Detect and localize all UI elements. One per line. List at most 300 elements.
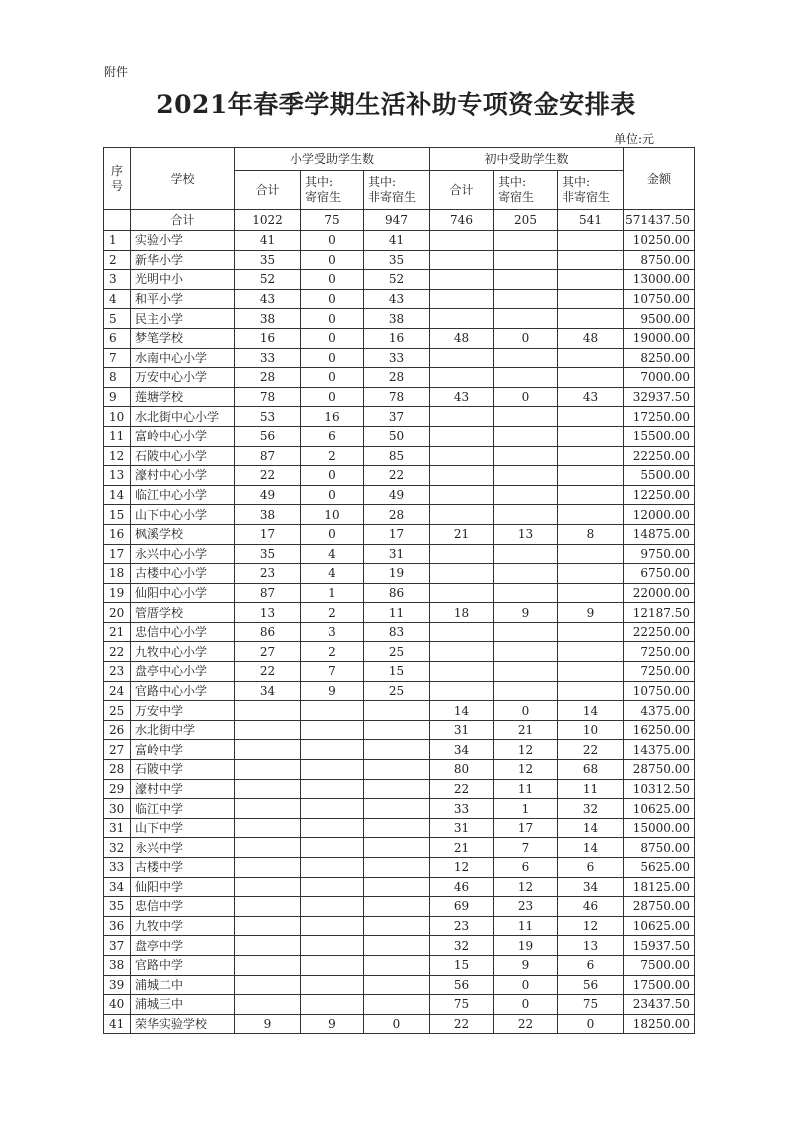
row-junior-total: 56 bbox=[430, 975, 494, 995]
row-junior-nonboarding bbox=[558, 485, 624, 505]
row-junior-boarding bbox=[494, 368, 558, 388]
row-primary-nonboarding: 25 bbox=[364, 681, 430, 701]
table-row bbox=[104, 701, 695, 721]
row-junior-nonboarding: 14 bbox=[558, 701, 624, 721]
row-junior-total bbox=[430, 426, 494, 446]
table-row bbox=[104, 838, 695, 858]
row-index: 41 bbox=[104, 1014, 131, 1034]
page-title: 2021年春季学期生活补助专项资金安排表 bbox=[156, 90, 636, 119]
row-index: 9 bbox=[104, 387, 131, 407]
row-primary-boarding: 0 bbox=[301, 250, 364, 270]
row-amount: 15000.00 bbox=[624, 818, 695, 838]
row-primary-boarding: 3 bbox=[301, 622, 364, 642]
table-row bbox=[104, 642, 695, 662]
row-index: 13 bbox=[104, 466, 131, 486]
row-primary-nonboarding bbox=[364, 916, 430, 936]
row-index: 1 bbox=[104, 231, 131, 251]
row-index: 17 bbox=[104, 544, 131, 564]
row-primary-total: 17 bbox=[235, 524, 301, 544]
row-school: 石陂中学 bbox=[131, 760, 235, 780]
summary-primary-boarding: 75 bbox=[301, 210, 364, 231]
row-junior-nonboarding bbox=[558, 309, 624, 329]
row-junior-total: 12 bbox=[430, 858, 494, 878]
table-row bbox=[104, 681, 695, 701]
row-junior-total: 23 bbox=[430, 916, 494, 936]
row-primary-nonboarding: 41 bbox=[364, 231, 430, 251]
table-row bbox=[104, 485, 695, 505]
row-primary-nonboarding bbox=[364, 740, 430, 760]
row-amount: 15937.50 bbox=[624, 936, 695, 956]
row-index: 18 bbox=[104, 564, 131, 584]
row-primary-nonboarding: 19 bbox=[364, 564, 430, 584]
row-junior-total bbox=[430, 662, 494, 682]
row-primary-total: 38 bbox=[235, 505, 301, 525]
row-school: 水北街中心小学 bbox=[131, 407, 235, 427]
row-school: 石陂中心小学 bbox=[131, 446, 235, 466]
row-primary-boarding bbox=[301, 897, 364, 917]
summary-junior-nonboarding: 541 bbox=[558, 210, 624, 231]
row-primary-total: 52 bbox=[235, 270, 301, 290]
row-primary-nonboarding: 35 bbox=[364, 250, 430, 270]
row-junior-total: 33 bbox=[430, 799, 494, 819]
row-primary-nonboarding: 49 bbox=[364, 485, 430, 505]
row-primary-nonboarding: 17 bbox=[364, 524, 430, 544]
row-primary-total: 9 bbox=[235, 1014, 301, 1034]
row-index: 23 bbox=[104, 662, 131, 682]
row-school: 光明中小 bbox=[131, 270, 235, 290]
row-junior-total: 18 bbox=[430, 603, 494, 623]
row-junior-nonboarding: 11 bbox=[558, 779, 624, 799]
row-primary-nonboarding: 50 bbox=[364, 426, 430, 446]
row-junior-total bbox=[430, 622, 494, 642]
row-junior-total: 48 bbox=[430, 328, 494, 348]
row-primary-total: 41 bbox=[235, 231, 301, 251]
row-junior-boarding bbox=[494, 485, 558, 505]
row-primary-total: 87 bbox=[235, 583, 301, 603]
row-school: 荣华实验学校 bbox=[131, 1014, 235, 1034]
header-junior-boarding: 其中: 寄宿生 bbox=[494, 171, 558, 210]
row-index: 36 bbox=[104, 916, 131, 936]
row-primary-nonboarding bbox=[364, 897, 430, 917]
row-junior-boarding: 1 bbox=[494, 799, 558, 819]
row-junior-nonboarding: 8 bbox=[558, 524, 624, 544]
row-junior-total bbox=[430, 505, 494, 525]
row-junior-boarding bbox=[494, 583, 558, 603]
row-school: 山下中心小学 bbox=[131, 505, 235, 525]
row-school: 临江中学 bbox=[131, 799, 235, 819]
row-junior-boarding: 11 bbox=[494, 916, 558, 936]
row-primary-boarding: 9 bbox=[301, 681, 364, 701]
row-amount: 10312.50 bbox=[624, 779, 695, 799]
table-row bbox=[104, 250, 695, 270]
row-primary-total bbox=[235, 916, 301, 936]
row-junior-total: 15 bbox=[430, 955, 494, 975]
row-junior-boarding: 0 bbox=[494, 328, 558, 348]
row-primary-total bbox=[235, 701, 301, 721]
row-junior-boarding: 7 bbox=[494, 838, 558, 858]
row-index: 5 bbox=[104, 309, 131, 329]
row-junior-boarding: 12 bbox=[494, 740, 558, 760]
table-row bbox=[104, 387, 695, 407]
row-junior-total bbox=[430, 289, 494, 309]
row-primary-boarding: 16 bbox=[301, 407, 364, 427]
table-row bbox=[104, 916, 695, 936]
row-junior-boarding: 0 bbox=[494, 975, 558, 995]
row-index: 37 bbox=[104, 936, 131, 956]
row-index: 32 bbox=[104, 838, 131, 858]
summary-label: 合计 bbox=[131, 210, 235, 231]
row-junior-total: 69 bbox=[430, 897, 494, 917]
row-primary-boarding bbox=[301, 760, 364, 780]
table-row bbox=[104, 368, 695, 388]
table-row bbox=[104, 858, 695, 878]
row-primary-boarding: 0 bbox=[301, 309, 364, 329]
row-amount: 7250.00 bbox=[624, 642, 695, 662]
row-junior-total bbox=[430, 231, 494, 251]
row-primary-nonboarding bbox=[364, 877, 430, 897]
row-junior-boarding: 9 bbox=[494, 955, 558, 975]
row-index: 27 bbox=[104, 740, 131, 760]
row-amount: 17500.00 bbox=[624, 975, 695, 995]
row-junior-nonboarding: 14 bbox=[558, 838, 624, 858]
row-primary-boarding: 10 bbox=[301, 505, 364, 525]
row-junior-nonboarding: 14 bbox=[558, 818, 624, 838]
row-junior-total: 80 bbox=[430, 760, 494, 780]
row-amount: 10250.00 bbox=[624, 231, 695, 251]
table-row bbox=[104, 995, 695, 1015]
row-index: 29 bbox=[104, 779, 131, 799]
row-junior-nonboarding bbox=[558, 564, 624, 584]
row-amount: 28750.00 bbox=[624, 760, 695, 780]
row-junior-nonboarding bbox=[558, 681, 624, 701]
table-row bbox=[104, 662, 695, 682]
row-junior-total: 31 bbox=[430, 818, 494, 838]
row-primary-boarding: 7 bbox=[301, 662, 364, 682]
row-junior-nonboarding bbox=[558, 622, 624, 642]
row-junior-boarding: 0 bbox=[494, 701, 558, 721]
row-primary-boarding: 1 bbox=[301, 583, 364, 603]
row-primary-boarding: 0 bbox=[301, 348, 364, 368]
row-primary-boarding bbox=[301, 955, 364, 975]
row-school: 忠信中学 bbox=[131, 897, 235, 917]
row-primary-boarding bbox=[301, 877, 364, 897]
row-index: 7 bbox=[104, 348, 131, 368]
row-school: 富岭中学 bbox=[131, 740, 235, 760]
row-primary-boarding: 0 bbox=[301, 368, 364, 388]
row-school: 万安中学 bbox=[131, 701, 235, 721]
row-school: 官路中学 bbox=[131, 955, 235, 975]
table-row bbox=[104, 1014, 695, 1034]
row-primary-boarding bbox=[301, 916, 364, 936]
row-primary-total: 87 bbox=[235, 446, 301, 466]
row-amount: 13000.00 bbox=[624, 270, 695, 290]
row-amount: 14875.00 bbox=[624, 524, 695, 544]
table-row bbox=[104, 446, 695, 466]
row-school: 山下中学 bbox=[131, 818, 235, 838]
row-primary-nonboarding: 31 bbox=[364, 544, 430, 564]
row-primary-nonboarding: 52 bbox=[364, 270, 430, 290]
row-junior-boarding: 0 bbox=[494, 995, 558, 1015]
row-index: 8 bbox=[104, 368, 131, 388]
row-school: 水北街中学 bbox=[131, 720, 235, 740]
row-junior-total: 22 bbox=[430, 1014, 494, 1034]
header-primary-total: 合计 bbox=[235, 171, 301, 210]
row-index: 38 bbox=[104, 955, 131, 975]
table-row bbox=[104, 603, 695, 623]
row-primary-total bbox=[235, 897, 301, 917]
row-amount: 4375.00 bbox=[624, 701, 695, 721]
row-index: 3 bbox=[104, 270, 131, 290]
row-amount: 6750.00 bbox=[624, 564, 695, 584]
row-index: 40 bbox=[104, 995, 131, 1015]
row-junior-boarding: 13 bbox=[494, 524, 558, 544]
row-junior-nonboarding: 0 bbox=[558, 1014, 624, 1034]
row-school: 忠信中心小学 bbox=[131, 622, 235, 642]
row-junior-nonboarding: 68 bbox=[558, 760, 624, 780]
row-primary-total: 43 bbox=[235, 289, 301, 309]
row-junior-nonboarding bbox=[558, 368, 624, 388]
row-primary-nonboarding: 28 bbox=[364, 368, 430, 388]
row-junior-nonboarding: 48 bbox=[558, 328, 624, 348]
row-primary-nonboarding bbox=[364, 936, 430, 956]
row-primary-boarding bbox=[301, 720, 364, 740]
row-junior-boarding: 12 bbox=[494, 877, 558, 897]
row-primary-nonboarding bbox=[364, 760, 430, 780]
row-amount: 7000.00 bbox=[624, 368, 695, 388]
row-junior-boarding bbox=[494, 466, 558, 486]
row-primary-boarding bbox=[301, 779, 364, 799]
table-row bbox=[104, 818, 695, 838]
table-row bbox=[104, 720, 695, 740]
row-junior-nonboarding: 56 bbox=[558, 975, 624, 995]
table-row bbox=[104, 779, 695, 799]
row-primary-nonboarding bbox=[364, 955, 430, 975]
row-school: 永兴中学 bbox=[131, 838, 235, 858]
row-school: 枫溪学校 bbox=[131, 524, 235, 544]
row-primary-total: 34 bbox=[235, 681, 301, 701]
row-amount: 9500.00 bbox=[624, 309, 695, 329]
row-primary-boarding: 0 bbox=[301, 485, 364, 505]
row-junior-total bbox=[430, 446, 494, 466]
row-junior-total bbox=[430, 270, 494, 290]
row-index: 19 bbox=[104, 583, 131, 603]
row-index: 33 bbox=[104, 858, 131, 878]
row-junior-boarding: 12 bbox=[494, 760, 558, 780]
row-index: 31 bbox=[104, 818, 131, 838]
row-school: 浦城二中 bbox=[131, 975, 235, 995]
table-row bbox=[104, 505, 695, 525]
row-primary-total: 23 bbox=[235, 564, 301, 584]
row-junior-nonboarding: 46 bbox=[558, 897, 624, 917]
row-index: 26 bbox=[104, 720, 131, 740]
row-junior-total bbox=[430, 466, 494, 486]
row-amount: 22250.00 bbox=[624, 446, 695, 466]
attachment-label: 附件 bbox=[104, 65, 129, 79]
row-junior-nonboarding bbox=[558, 505, 624, 525]
table-row bbox=[104, 760, 695, 780]
row-school: 和平小学 bbox=[131, 289, 235, 309]
row-school: 莲塘学校 bbox=[131, 387, 235, 407]
row-junior-boarding: 23 bbox=[494, 897, 558, 917]
row-amount: 12000.00 bbox=[624, 505, 695, 525]
table-row bbox=[104, 348, 695, 368]
row-junior-nonboarding bbox=[558, 231, 624, 251]
row-school: 临江中心小学 bbox=[131, 485, 235, 505]
header-amount: 金额 bbox=[624, 148, 695, 210]
row-junior-boarding bbox=[494, 270, 558, 290]
row-junior-total bbox=[430, 348, 494, 368]
row-amount: 10625.00 bbox=[624, 916, 695, 936]
row-junior-nonboarding: 6 bbox=[558, 955, 624, 975]
row-amount: 8750.00 bbox=[624, 250, 695, 270]
header-index: 序 号 bbox=[104, 148, 131, 210]
row-junior-nonboarding bbox=[558, 426, 624, 446]
row-primary-nonboarding: 25 bbox=[364, 642, 430, 662]
row-amount: 16250.00 bbox=[624, 720, 695, 740]
row-primary-boarding bbox=[301, 740, 364, 760]
row-school: 浦城三中 bbox=[131, 995, 235, 1015]
row-junior-boarding bbox=[494, 681, 558, 701]
row-index: 39 bbox=[104, 975, 131, 995]
row-index: 4 bbox=[104, 289, 131, 309]
row-primary-total bbox=[235, 936, 301, 956]
row-primary-boarding bbox=[301, 995, 364, 1015]
row-amount: 22250.00 bbox=[624, 622, 695, 642]
row-junior-total: 22 bbox=[430, 779, 494, 799]
row-junior-total bbox=[430, 368, 494, 388]
summary-primary-total: 1022 bbox=[235, 210, 301, 231]
row-junior-total bbox=[430, 250, 494, 270]
row-primary-total: 28 bbox=[235, 368, 301, 388]
row-primary-nonboarding bbox=[364, 838, 430, 858]
table-row bbox=[104, 564, 695, 584]
row-index: 30 bbox=[104, 799, 131, 819]
row-primary-boarding: 0 bbox=[301, 289, 364, 309]
row-school: 万安中心小学 bbox=[131, 368, 235, 388]
row-primary-total bbox=[235, 740, 301, 760]
row-primary-total: 38 bbox=[235, 309, 301, 329]
row-primary-boarding: 0 bbox=[301, 524, 364, 544]
row-primary-total: 22 bbox=[235, 662, 301, 682]
row-primary-nonboarding: 15 bbox=[364, 662, 430, 682]
row-index: 6 bbox=[104, 328, 131, 348]
row-amount: 14375.00 bbox=[624, 740, 695, 760]
row-junior-nonboarding: 32 bbox=[558, 799, 624, 819]
row-amount: 32937.50 bbox=[624, 387, 695, 407]
row-primary-total: 53 bbox=[235, 407, 301, 427]
row-primary-boarding bbox=[301, 701, 364, 721]
row-primary-nonboarding: 83 bbox=[364, 622, 430, 642]
row-primary-total bbox=[235, 975, 301, 995]
row-junior-boarding bbox=[494, 309, 558, 329]
row-index: 20 bbox=[104, 603, 131, 623]
row-primary-nonboarding: 16 bbox=[364, 328, 430, 348]
row-primary-total bbox=[235, 779, 301, 799]
row-school: 民主小学 bbox=[131, 309, 235, 329]
row-junior-nonboarding bbox=[558, 466, 624, 486]
row-junior-nonboarding: 13 bbox=[558, 936, 624, 956]
row-junior-boarding: 0 bbox=[494, 387, 558, 407]
row-amount: 12187.50 bbox=[624, 603, 695, 623]
row-junior-nonboarding: 6 bbox=[558, 858, 624, 878]
row-junior-boarding: 6 bbox=[494, 858, 558, 878]
table-row bbox=[104, 583, 695, 603]
row-junior-total bbox=[430, 544, 494, 564]
row-primary-total bbox=[235, 818, 301, 838]
row-amount: 5625.00 bbox=[624, 858, 695, 878]
row-school: 水南中心小学 bbox=[131, 348, 235, 368]
row-junior-boarding: 19 bbox=[494, 936, 558, 956]
row-junior-boarding: 11 bbox=[494, 779, 558, 799]
row-junior-boarding bbox=[494, 289, 558, 309]
row-school: 仙阳中学 bbox=[131, 877, 235, 897]
row-junior-nonboarding: 9 bbox=[558, 603, 624, 623]
row-primary-total bbox=[235, 995, 301, 1015]
row-primary-total: 35 bbox=[235, 544, 301, 564]
row-primary-total bbox=[235, 955, 301, 975]
row-primary-nonboarding: 85 bbox=[364, 446, 430, 466]
row-amount: 18125.00 bbox=[624, 877, 695, 897]
row-primary-total bbox=[235, 760, 301, 780]
row-primary-nonboarding: 33 bbox=[364, 348, 430, 368]
row-junior-total: 34 bbox=[430, 740, 494, 760]
row-primary-nonboarding bbox=[364, 779, 430, 799]
row-junior-total: 32 bbox=[430, 936, 494, 956]
row-index: 2 bbox=[104, 250, 131, 270]
row-junior-nonboarding bbox=[558, 407, 624, 427]
row-school: 梦笔学校 bbox=[131, 328, 235, 348]
row-amount: 12250.00 bbox=[624, 485, 695, 505]
row-primary-nonboarding bbox=[364, 975, 430, 995]
row-school: 官路中心小学 bbox=[131, 681, 235, 701]
row-amount: 9750.00 bbox=[624, 544, 695, 564]
row-amount: 8750.00 bbox=[624, 838, 695, 858]
row-junior-boarding bbox=[494, 505, 558, 525]
row-school: 实验小学 bbox=[131, 231, 235, 251]
row-junior-boarding bbox=[494, 348, 558, 368]
row-school: 永兴中心小学 bbox=[131, 544, 235, 564]
row-primary-boarding: 0 bbox=[301, 466, 364, 486]
row-index: 12 bbox=[104, 446, 131, 466]
row-primary-total bbox=[235, 799, 301, 819]
unit-label: 单位:元 bbox=[614, 132, 655, 146]
row-primary-nonboarding: 0 bbox=[364, 1014, 430, 1034]
row-junior-boarding bbox=[494, 250, 558, 270]
row-index: 14 bbox=[104, 485, 131, 505]
row-primary-nonboarding bbox=[364, 818, 430, 838]
summary-primary-nonboarding: 947 bbox=[364, 210, 430, 231]
row-junior-nonboarding bbox=[558, 250, 624, 270]
header-junior-nonboarding: 其中: 非寄宿生 bbox=[558, 171, 624, 210]
row-index: 25 bbox=[104, 701, 131, 721]
table-row bbox=[104, 544, 695, 564]
row-amount: 10625.00 bbox=[624, 799, 695, 819]
row-primary-total: 56 bbox=[235, 426, 301, 446]
row-junior-nonboarding: 10 bbox=[558, 720, 624, 740]
row-amount: 17250.00 bbox=[624, 407, 695, 427]
table-row bbox=[104, 289, 695, 309]
row-index: 15 bbox=[104, 505, 131, 525]
row-index: 34 bbox=[104, 877, 131, 897]
table-row bbox=[104, 740, 695, 760]
row-index: 22 bbox=[104, 642, 131, 662]
row-junior-total bbox=[430, 681, 494, 701]
row-junior-nonboarding bbox=[558, 270, 624, 290]
row-primary-boarding bbox=[301, 818, 364, 838]
row-primary-total: 35 bbox=[235, 250, 301, 270]
row-amount: 8250.00 bbox=[624, 348, 695, 368]
row-junior-total bbox=[430, 564, 494, 584]
